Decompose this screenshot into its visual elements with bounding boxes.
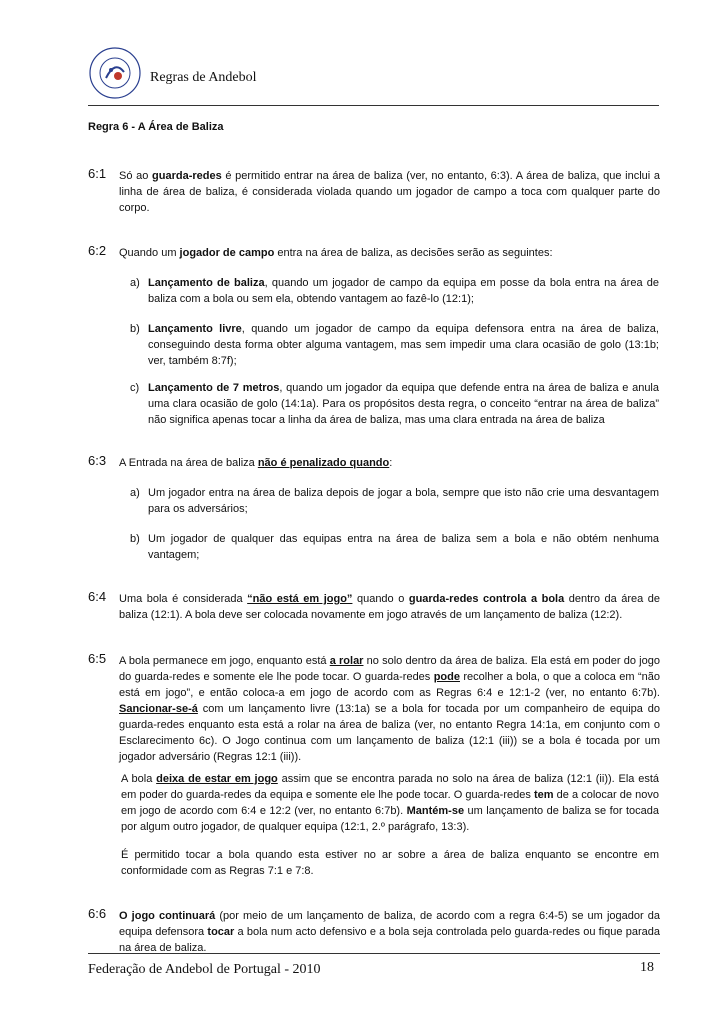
rule-6-2-item-a: a) Lançamento de baliza, quando um jogador de campo da equipa em posse da bola entra na área de baliza com a bola ou sem ela, obtendo vantagem ao fazê-lo (12:1); bbox=[130, 277, 660, 305]
federation-seal-icon bbox=[88, 46, 142, 100]
rule-6-2-item-b: b) Lançamento livre, quando um jogador de campo da equipa defensora entra na área de baliza, conseguindo desta forma obter alguma vantagem, mas sem impedir uma clara ocasião de golo (13:1b; ver, também 8:7f); bbox=[130, 323, 659, 367]
rule-number: 6:6 bbox=[88, 906, 107, 921]
rule-6-3-item-b: b) Um jogador de qualquer das equipas entra na área de baliza sem a bola e não obtém nenhuma vantagem; bbox=[130, 533, 659, 561]
footer-divider bbox=[88, 953, 660, 954]
rule-text: A Entrada na área de baliza não é penalizado quando: bbox=[119, 457, 393, 469]
rule-6-5-paragraph-2: A bola deixa de estar em jogo assim que se encontra parada no solo na área de baliza (12:1 (ii)). Ela está em poder do guarda-redes da equipa e somente ele lhe pode tocar. O guarda-redes tem de a colocar de novo em jogo de acordo com 6:4 e 12:2 (ver, no entanto 6:7b). Mantém-se um lançamento de baliza se for tocada por algum outro jogador, de qualquer equipa (12:1, 2.º parágrafo, 13:3). bbox=[121, 773, 660, 833]
page-number: 18 bbox=[640, 960, 654, 975]
section-title: Regra 6 - A Área de Baliza bbox=[88, 121, 224, 133]
rule-6-3-item-a: a) Um jogador entra na área de baliza depois de jogar a bola, sempre que isto não crie uma desvantagem para os adversários; bbox=[130, 487, 659, 515]
rule-number: 6:2 bbox=[88, 243, 107, 258]
rule-number: 6:1 bbox=[88, 166, 107, 181]
rule-text: A bola permanece em jogo, enquanto está a rolar no solo dentro da área de baliza. Ela está em poder do jogo do guarda-redes e somente ele lhe pode tocar. O guarda-redes pode recolher a bola, o que a coloca em “não está em jogo”, e então coloca-a em jogo de acordo com as Regras 6:4 e 12:1-2 (ver, no entanto 6:7b). Sancionar-se-á com um lançamento livre (13:1a) se a bola for tocada por um companheiro de equipa do guarda-redes enquanto esta está a rolar na área de baliza (ver, no entanto Regra 14:1a, em conjunto com o Esclarecimento 6c). O Jogo continua com um lançamento de baliza (12:1 (iii)) se a bola é tocada por um jogador adversário (Regras 12:1 (iii)). bbox=[119, 655, 660, 763]
rule-number: 6:3 bbox=[88, 453, 107, 468]
rule-number: 6:4 bbox=[88, 589, 107, 604]
rule-text: Uma bola é considerada “não está em jogo” quando o guarda-redes controla a bola dentro da área de baliza (12:1). A bola deve ser colocada novamente em jogo através de um lançamento de baliza (12:2). bbox=[119, 593, 661, 621]
header-title: Regras de Andebol bbox=[150, 70, 257, 85]
rule-text: O jogo continuará (por meio de um lançamento de baliza, de acordo com a regra 6:4-5) se um jogador da equipa defensora tocar a bola num acto defensivo e a bola seja controlada pelo guarda-redes ou fique parada na área de baliza. bbox=[119, 910, 660, 954]
header-divider bbox=[88, 105, 659, 106]
footer-text: Federação de Andebol de Portugal - 2010 bbox=[88, 962, 321, 977]
rule-text: Quando um jogador de campo entra na área de baliza, as decisões serão as seguintes: bbox=[119, 247, 553, 259]
rule-6-2-item-c: c) Lançamento de 7 metros, quando um jogador da equipa que defende entra na área de baliza e anula uma clara ocasião de golo (14:1a). Para os propósitos desta regra, o conceito “entrar na área de baliza” não significa apenas tocar a linha da área de baliza, mas uma clara entrada na área de baliza bbox=[130, 382, 659, 426]
rule-text: Só ao guarda-redes é permitido entrar na área de baliza (ver, no entanto, 6:3). A área de baliza, que inclui a linha de área de baliza, é considerada violada quando um jogador de campo a toca com qualquer parte do corpo. bbox=[119, 170, 660, 214]
rule-number: 6:5 bbox=[88, 651, 107, 666]
page-header bbox=[88, 46, 658, 106]
rule-6-5-paragraph-3: É permitido tocar a bola quando esta estiver no ar sobre a área de baliza enquanto se encontre em conformidade com as Regras 7:1 e 7:8. bbox=[121, 849, 659, 877]
